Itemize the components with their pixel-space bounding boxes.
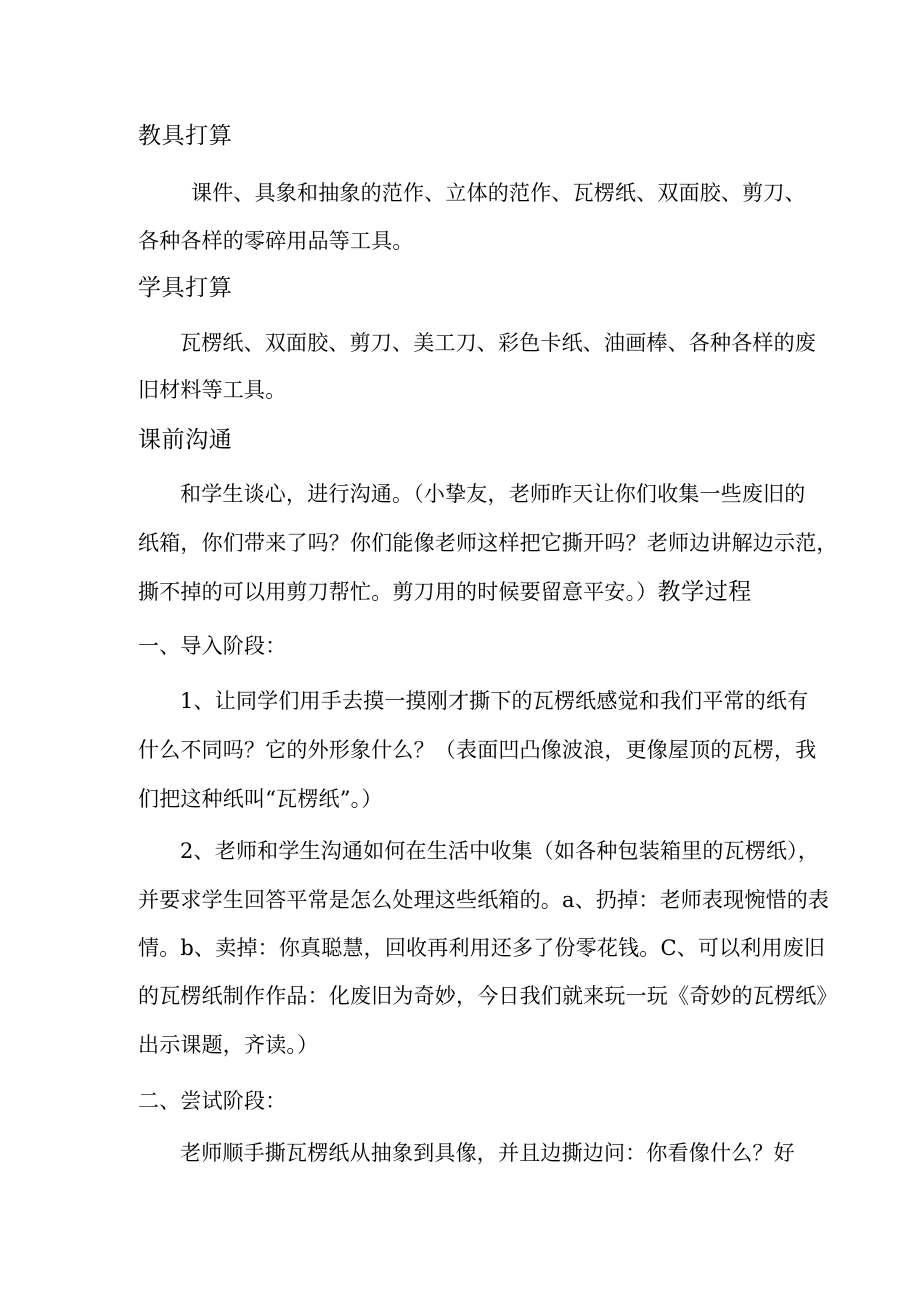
heading-pre-class-communication: 课前沟通: [138, 427, 233, 453]
heading-learning-tools: 学具打算: [138, 275, 233, 301]
paragraph-line: 各种各样的零碎用品等工具。: [138, 229, 414, 253]
paragraph-line: 出示课题，齐读。）: [138, 1033, 319, 1057]
stage-title-trial: 二、尝试阶段：: [138, 1089, 287, 1113]
paragraph-line: 旧材料等工具。: [138, 378, 287, 402]
paragraph-line: 课件、具象和抽象的范作、立体的范作、瓦楞纸、双面胶、剪刀、: [191, 181, 806, 205]
paragraph-line: 什么不同吗？它的外形象什么？（表面凹凸像波浪，更像屋顶的瓦楞，我: [138, 738, 817, 762]
paragraph-text: 撕不掉的可以用剪刀帮忙。剪刀用的时候要留意平安。）: [138, 580, 658, 604]
stage-title-introduction: 一、导入阶段：: [138, 634, 287, 658]
paragraph-line: 并要求学生回答平常是怎么处理这些纸箱的。a、扔掉：老师表现惋惜的表: [138, 888, 830, 912]
paragraph-line: 的瓦楞纸制作作品：化废旧为奇妙，今日我们就来玩一玩《奇妙的瓦楞纸》: [138, 984, 838, 1008]
paragraph-line: 2、老师和学生沟通如何在生活中收集（如各种包装箱里的瓦楞纸），: [180, 839, 820, 863]
paragraph-line: 情。b、卖掉：你真聪慧，回收再利用还多了份零花钱。C、可以利用废旧: [138, 936, 826, 960]
heading-teaching-process: 教学过程: [657, 579, 752, 605]
paragraph-line: 1、让同学们用手去摸一摸刚才撕下的瓦楞纸感觉和我们平常的纸有: [180, 689, 809, 713]
heading-teaching-aids: 教具打算: [138, 123, 233, 149]
paragraph-line: 和学生谈心，进行沟通。（小挚友，老师昨天让你们收集一些废旧的: [180, 482, 806, 506]
paragraph-line: 老师顺手撕瓦楞纸从抽象到具像，并且边撕边问：你看像什么？好: [180, 1141, 795, 1165]
paragraph-line: 们把这种纸叫“瓦楞纸”。）: [138, 787, 383, 811]
paragraph-line: [138, 579, 752, 605]
paragraph-line: 纸箱，你们带来了吗？你们能像老师这样把它撕开吗？老师边讲解边示范，: [138, 531, 838, 555]
paragraph-line: 瓦楞纸、双面胶、剪刀、美工刀、彩色卡纸、油画棒、各种各样的废: [180, 331, 816, 355]
